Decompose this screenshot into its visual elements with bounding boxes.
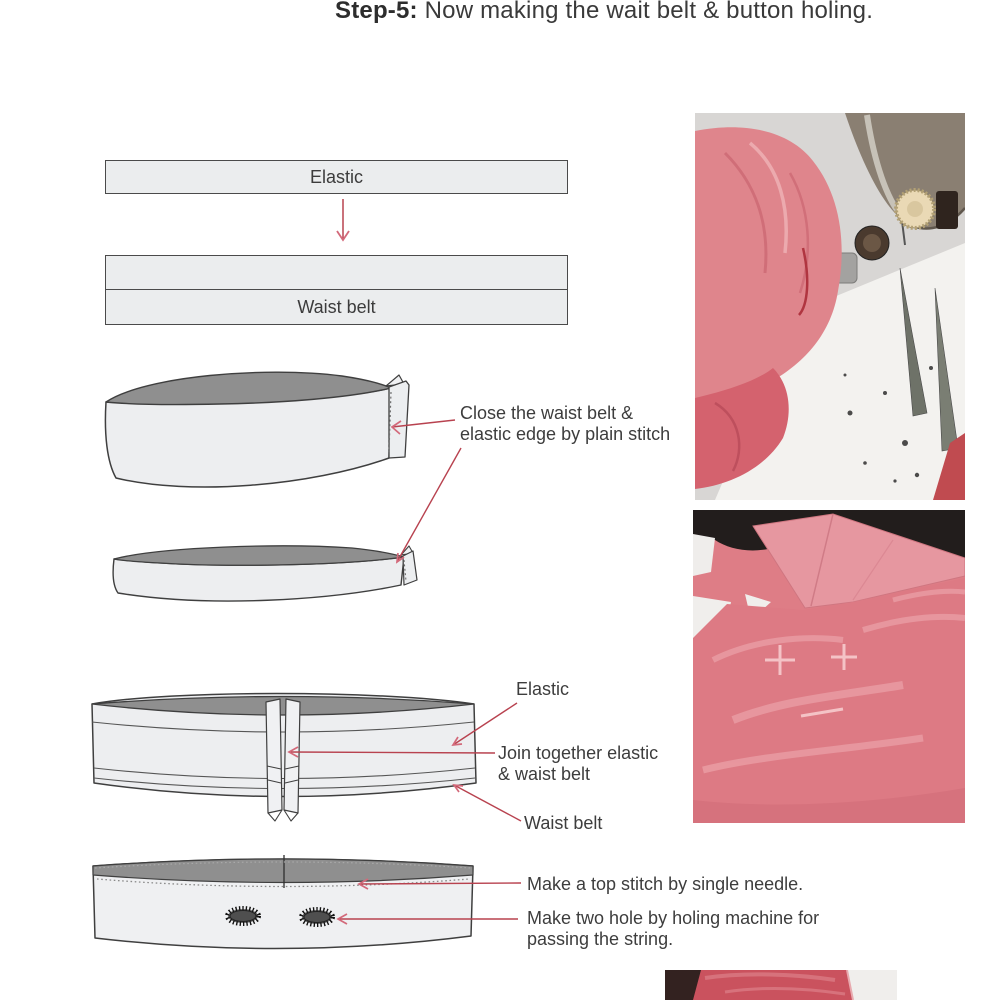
elastic-strip-label: Elastic (309, 166, 363, 187)
photo-sewing-machine-art (695, 113, 965, 500)
close-stitch-line2: elastic edge by plain stitch (460, 424, 671, 444)
close-stitch-line1: Close the waist belt & (460, 403, 634, 423)
arrow-line (359, 883, 521, 884)
waist-belt-strip-label: Waist belt (297, 296, 376, 317)
photo-sewing-machine-stitch (695, 113, 965, 500)
step-text: Now making the wait belt & button holing. (417, 0, 874, 24)
callout-arrows (289, 420, 521, 924)
photo-red-fabric-partial (665, 970, 897, 1000)
holes-note-line1: Make two hole by holing machine for (527, 908, 820, 928)
knob-center (907, 201, 923, 217)
step-number: Step-5: (335, 0, 418, 24)
photo-red-fabric-art (665, 970, 897, 1000)
photo-velvet-fabric-fold (693, 510, 965, 823)
elastic-loop-diagram (113, 546, 417, 601)
top-stitch-belt-diagram (93, 855, 473, 949)
buttonhole-left (228, 909, 258, 923)
photo-velvet-art (693, 510, 965, 823)
dark-cylinder (936, 191, 958, 229)
close-stitch-arrow-lower (397, 448, 461, 562)
seam-left-fold (266, 699, 282, 813)
white-edge (847, 970, 897, 1000)
belt-loop-end-flap (389, 381, 409, 458)
arrow-line (289, 752, 495, 753)
finished-belt-inside (93, 859, 473, 883)
joined-belt-diagram (92, 694, 476, 822)
waist-belt-callout: Waist belt (524, 813, 603, 833)
join-note-line2: & waist belt (498, 764, 591, 784)
waist-belt-loop-diagram (105, 372, 409, 487)
join-note-line1: Join together elastic (498, 743, 659, 763)
buttonhole-right (302, 910, 332, 924)
arrow-line (397, 448, 461, 562)
holes-note-line2: passing the string. (527, 929, 674, 949)
elastic-loop-end-flap (403, 551, 417, 585)
elastic-to-waistbelt-arrow (337, 199, 349, 240)
elastic-callout: Elastic (516, 679, 570, 699)
waist-belt-callout-arrow (454, 785, 521, 821)
hook-center (863, 234, 881, 252)
top-stitch-note: Make a top stitch by single needle. (527, 874, 804, 894)
arrow-line (454, 785, 521, 821)
